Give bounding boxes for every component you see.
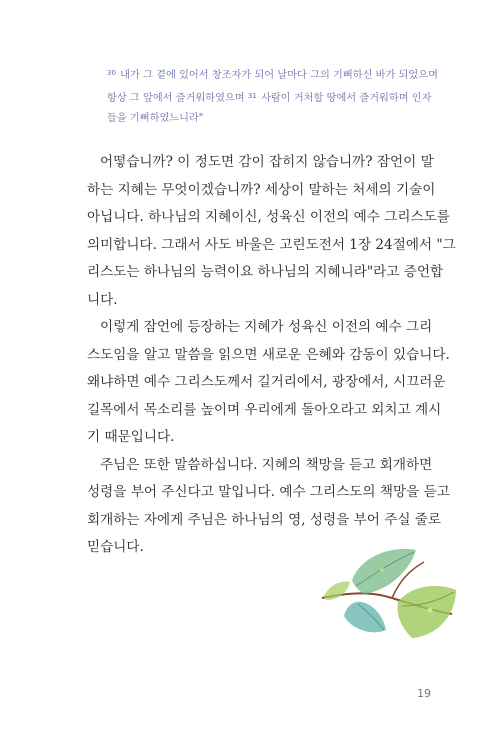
leaf-spot [380,568,384,572]
text-line: 의미합니다. 그래서 사도 바울은 고린도전서 1장 24절에서 "그 [87,236,456,253]
text-line: 주님은 또한 말씀하십니다. 지혜의 책망을 듣고 회개하면 [100,456,433,473]
quote-line-2 [107,86,457,109]
quote-line-1 [107,63,457,86]
text-line: 아닙니다. 하나님의 지혜이신, 성육신 이전의 예수 그리스도를 [87,209,450,225]
text-line: 회개하는 자에게 주님은 하나님의 영, 성령을 부어 주실 줄로 [87,511,442,528]
quote-line-1-text: 내가 그 곁에 있어서 창조자가 되어 날마다 그의 기뻐하신 바가 되었으며 [120,70,438,81]
text-line: 어떻습니까? 이 정도면 감이 잡히지 않습니까? 잠언이 말 [100,154,434,170]
text-line: 스도임을 알고 말씀을 읽으면 새로운 은혜와 감동이 있습니다. [87,346,450,363]
text-line: 리스도는 하나님의 능력이요 하나님의 지혜니라"라고 증언합 [87,264,444,280]
page-number: 19 [417,687,431,700]
text-line: 왜냐하면 예수 그리스도께서 길거리에서, 광장에서, 시끄러운 [87,374,446,390]
text-line: 성령을 부어 주신다고 말입니다. 예수 그리스도의 책망을 듣고 [87,484,450,500]
leaf-spot [428,608,433,613]
quote-line-3: 들을 기뻐하였느니라" [107,113,204,124]
quote-line-2b-text: 사람이 거처할 땅에서 즐거워하며 인자 [261,93,432,104]
verse-number-30: 30 [107,69,116,77]
paragraph-1 [87,149,456,314]
text-line: 길목에서 목소리를 높이며 우리에게 돌아오라고 외치고 계시 [87,401,442,418]
scripture-quote [107,63,457,129]
leaf-small [324,582,350,600]
text-line: 하는 지혜는 무엇이겠습니까? 세상이 말하는 처세의 기술이 [87,181,436,198]
quote-line-2a-text: 항상 그 앞에서 즐거워하였으며 [107,93,245,104]
text-line: 이렇게 잠언에 등장하는 지혜가 성육신 이전의 예수 그리 [100,319,433,335]
watercolor-leaves-illustration [312,540,460,650]
leaf-bottom [344,602,386,633]
leaf-right [398,586,456,638]
body-text [87,149,456,562]
text-line: 니다. [87,291,118,308]
text-line: 믿습니다. [87,539,144,555]
verse-number-31: 31 [247,92,257,100]
text-line: 기 때문입니다. [87,429,175,445]
paragraph-2 [87,314,450,452]
